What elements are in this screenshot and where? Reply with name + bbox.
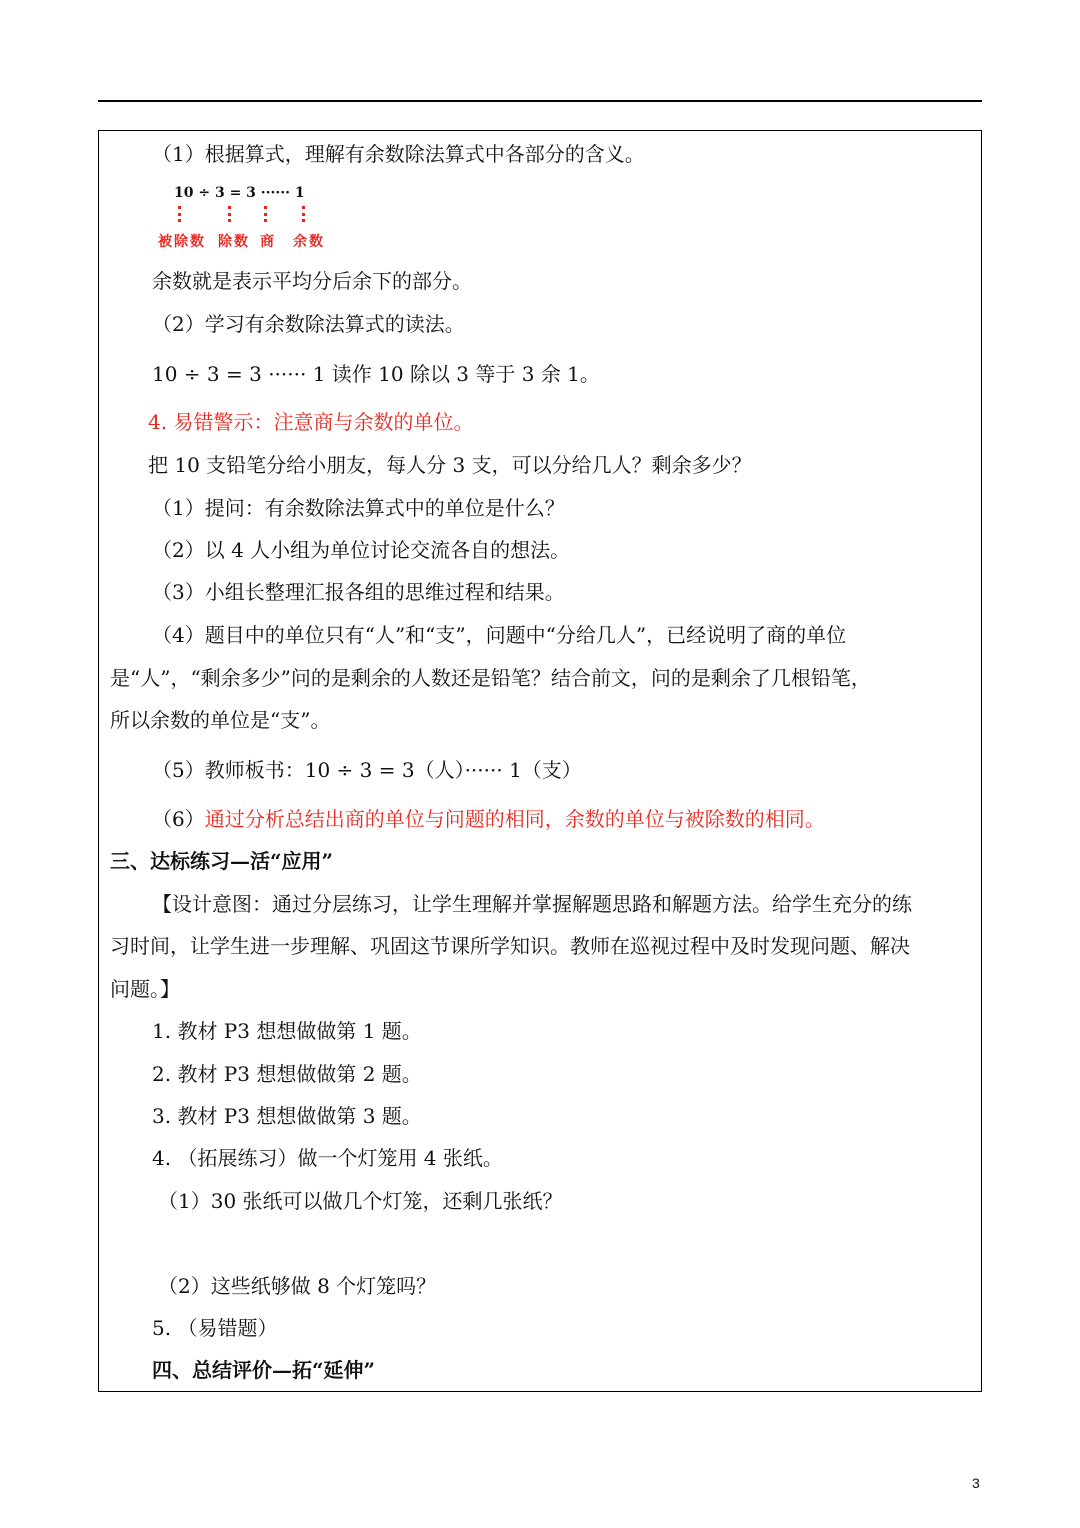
step-4-line-1: （4）题目中的单位只有“人”和“支”，问题中“分给几人”，已经说明了商的单位 <box>152 623 847 647</box>
reading-example: 10 ÷ 3 = 3 ······ 1 读作 10 除以 3 等于 3 余 1。 <box>152 362 600 386</box>
remainder-definition: 余数就是表示平均分后余下的部分。 <box>152 269 472 293</box>
divisor-connector <box>228 206 231 222</box>
item-1-heading: （1）根据算式，理解有余数除法算式中各部分的含义。 <box>152 142 645 166</box>
diagram-equation: 10 ÷ 3 = 3 ······ 1 <box>174 185 305 201</box>
exercise-4-question-1: （1）30 张纸可以做几个灯笼，还剩几张纸？ <box>158 1189 563 1213</box>
section-3-heading: 三、达标练习—活“应用” <box>110 849 334 873</box>
exercise-3: 3. 教材 P3 想想做做第 3 题。 <box>152 1104 422 1128</box>
exercise-2: 2. 教材 P3 想想做做第 2 题。 <box>152 1062 422 1086</box>
exercise-4-question-2: （2）这些纸够做 8 个灯笼吗？ <box>158 1274 437 1298</box>
page-number: 3 <box>972 1475 980 1491</box>
label-divisor: 除数 <box>218 234 250 250</box>
step-6-conclusion: 通过分析总结出商的单位与问题的相同，余数的单位与被除数的相同。 <box>204 807 825 831</box>
design-intent-line-1: 【设计意图：通过分层练习，让学生理解并掌握解题思路和解题方法。给学生充分的练 <box>152 892 912 916</box>
exercise-5: 5. （易错题） <box>152 1316 278 1340</box>
exercise-4: 4. （拓展练习）做一个灯笼用 4 张纸。 <box>152 1146 503 1170</box>
label-quotient: 商 <box>260 234 276 250</box>
design-intent-line-3: 问题。】 <box>110 977 180 1001</box>
exercise-1: 1. 教材 P3 想想做做第 1 题。 <box>152 1019 422 1043</box>
dividend-connector <box>178 206 181 222</box>
item-2-heading: （2）学习有余数除法算式的读法。 <box>152 312 465 336</box>
step-4-line-2: 是“人”，“剩余多少”问的是剩余的人数还是铅笔？结合前文，问的是剩余了几根铅笔， <box>110 666 871 690</box>
remainder-connector <box>302 206 305 222</box>
step-1: （1）提问：有余数除法算式中的单位是什么？ <box>152 496 565 520</box>
label-remainder: 余数 <box>293 234 325 250</box>
label-dividend: 被除数 <box>158 234 206 250</box>
step-6-number: （6） <box>152 807 205 831</box>
warning-heading: 4. 易错警示：注意商与余数的单位。 <box>148 410 474 434</box>
step-2: （2）以 4 人小组为单位讨论交流各自的想法。 <box>152 538 571 562</box>
pencil-problem: 把 10 支铅笔分给小朋友，每人分 3 支，可以分给几人？剩余多少？ <box>148 453 752 477</box>
step-6 <box>152 805 825 833</box>
section-4-heading: 四、总结评价—拓“延伸” <box>152 1358 376 1382</box>
header-rule <box>98 100 982 102</box>
step-4-line-3: 所以余数的单位是“支”。 <box>110 708 331 732</box>
step-5-board: （5）教师板书：10 ÷ 3 = 3（人）······ 1（支） <box>152 758 582 782</box>
step-3: （3）小组长整理汇报各组的思维过程和结果。 <box>152 580 565 604</box>
design-intent-line-2: 习时间，让学生进一步理解、巩固这节课所学知识。教师在巡视过程中及时发现问题、解决 <box>110 934 910 958</box>
quotient-connector <box>264 206 267 222</box>
